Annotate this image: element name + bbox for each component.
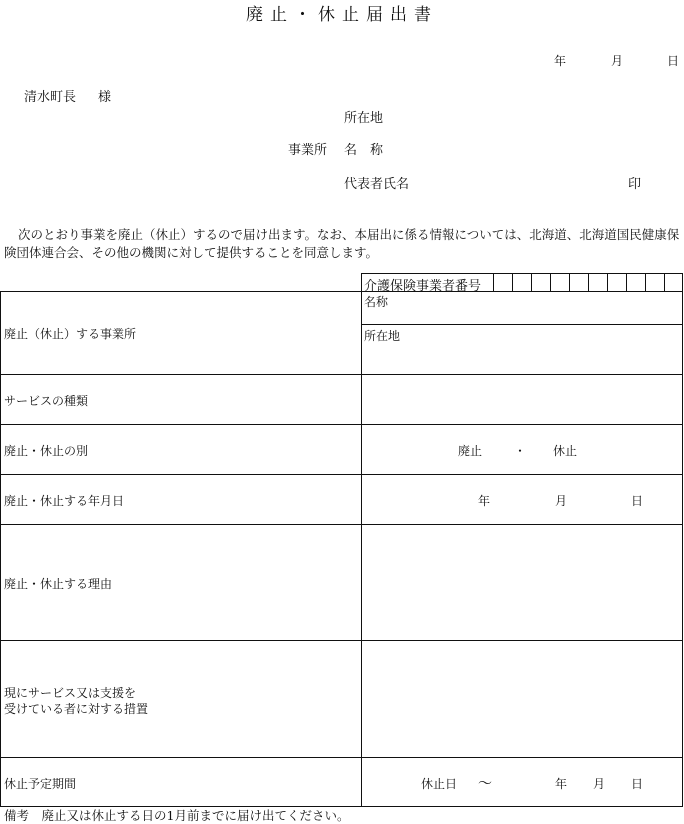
reason-label: 廃止・休止する理由 [4,577,113,591]
date-row-year: 年 [478,494,491,508]
applicant-address-label: 所在地 [344,111,384,126]
applicant-office-label: 事業所 [288,143,328,158]
period-label: 休止予定期間 [4,777,77,791]
date-row-label: 廃止・休止する年月日 [4,494,125,508]
option-separator: ・ [514,444,527,458]
option-abolish[interactable]: 廃止 [458,444,483,458]
date-row-month: 月 [555,494,568,508]
office-address-label: 所在地 [364,329,401,343]
period-start-label: 休止日 [421,777,458,791]
type-choice-label: 廃止・休止の別 [4,444,89,458]
measures-label-line1: 現にサービス又は支援を [4,686,137,700]
service-type-label: サービスの種類 [4,394,89,408]
addressee-honorific: 様 [98,90,112,105]
option-suspend[interactable]: 休止 [553,444,578,458]
provider-number-label: 介護保険事業者番号 [364,279,482,294]
period-month: 月 [593,777,606,791]
date-month-label: 月 [611,54,624,68]
applicant-representative-label: 代表者氏名 [344,177,410,192]
document-title: 廃止・休止届出書 [246,5,438,25]
date-year-label: 年 [554,54,567,68]
period-tilde: ～ [478,776,492,792]
period-year: 年 [555,777,568,791]
office-row-label: 廃止（休止）する事業所 [4,327,137,341]
note-text: 備考 廃止又は休止する日の1月前までに届け出てください。 [4,808,350,823]
date-day-label: 日 [667,54,680,68]
measures-label-line2: 受けている者に対する措置 [4,702,149,716]
office-name-label: 名称 [364,295,389,309]
date-row-day: 日 [631,494,644,508]
seal-label: 印 [628,177,642,192]
period-day: 日 [631,777,644,791]
applicant-name-label: 名 称 [344,143,384,158]
intro-paragraph: 次のとおり事業を廃止（休止）するので届け出ます。なお、本届出に係る情報については、北海道、北海道国民健康保険団体連合会、その他の機関に対して提供することを同意します。 [4,227,680,260]
addressee-name: 清水町長 [24,90,77,105]
